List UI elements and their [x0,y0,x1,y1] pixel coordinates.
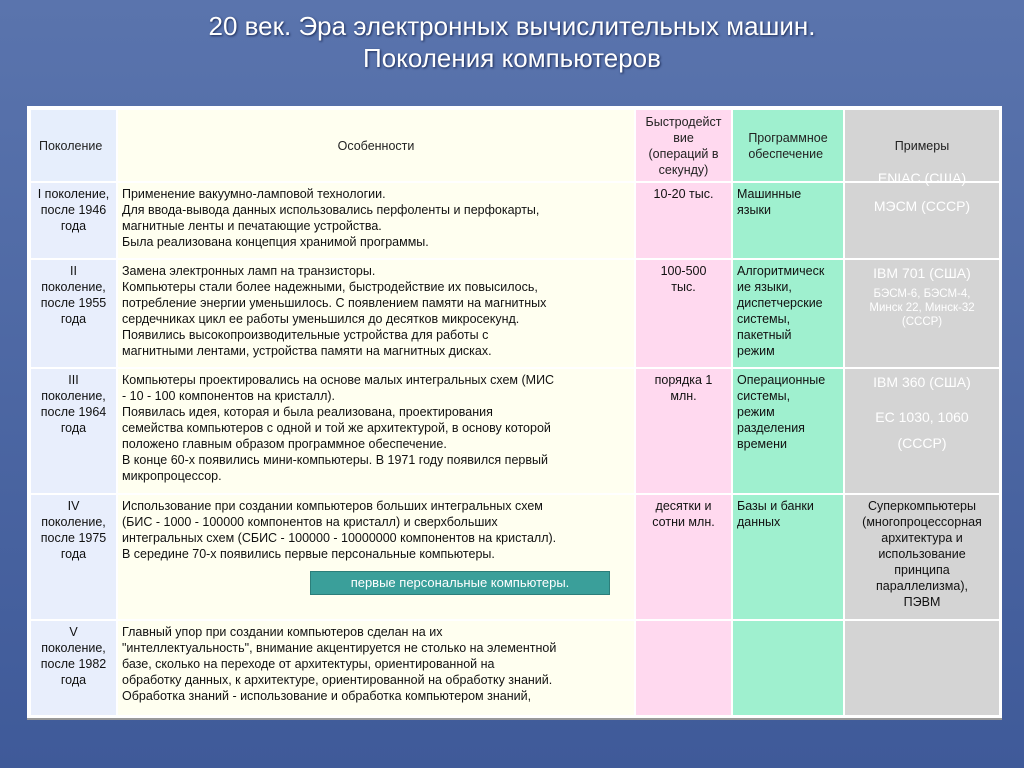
row5-features: Главный упор при создании компьютеров сделан на их "интеллектуальность", внимание акцентируется не столько на элементной базе, сколько на переходе от архитектуры, ориентированной на обработку данных, к архитектуре, ориентированной на обработку знаний. Обработка знаний - использование и обработка компьютером знаний, [118,621,634,715]
row2-example-2: БЭСМ-6, БЭСМ-4, Минск 22, Минск-32 (СССР) [869,288,975,328]
row3-software: Операционные системы, режим разделения времени [733,369,843,493]
row2-example-1: IBM 701 (США) [873,265,971,281]
row3-example-1: IBM 360 (США) [873,374,971,390]
row3-speed: порядка 1 млн. [636,369,731,493]
slide-title-line-2: Поколения компьютеров [363,43,661,73]
row4-features: Использование при создании компьютеров больших интегральных схем (БИС - 1000 - 100000 компонентов на кристалл) и сверхбольших интегральных схем (СБИС - 100000 - 10000000 компонентов на кристалл). В середине 70-х появились первые персональные компьютеры. [118,495,634,619]
row5-software [733,621,843,715]
row1-example-1: ENIAC (США) [877,170,967,186]
header-software: Программное обеспечение [733,110,843,181]
row5-examples [845,621,999,715]
row1-software: Машинные языки [733,183,843,258]
row3-generation: III поколение, после 1964 года [31,369,116,493]
row5-generation: V поколение, после 1982 года [31,621,116,715]
row1-features: Применение вакуумно-ламповой технологии. Для ввода-вывода данных использовались перфоленты и перфокарты, магнитные ленты и печатающие устройства. Была реализована концепция хранимой программы. [118,183,634,258]
header-examples: Примеры [845,110,999,181]
row1-example-2: МЭСМ (СССР) [873,198,971,214]
header-features: Особенности [118,110,634,181]
slide-title [0,10,1024,74]
header-generation: Поколение [31,110,116,181]
generations-table [27,106,1002,720]
row2-generation: II поколение, после 1955 года [31,260,116,367]
row3-features: Компьютеры проектировались на основе малых интегральных схем (МИС - 10 - 100 компонентов на кристалл). Появилась идея, которая и была реализована, проектирования семейства компьютеров с одной и той же архитектурой, в основу которой положено главным образом программное обеспечение. В конце 60-х появились мини-компьютеры. В 1971 году появился первый микропроцессор. [118,369,634,493]
row1-generation: I поколение, после 1946 года [31,183,116,258]
row4-software: Базы и банки данных [733,495,843,619]
callout-label: первые персональные компьютеры. [310,571,610,595]
row2-features: Замена электронных ламп на транзисторы. Компьютеры стали более надежными, быстродействие их повысилось, потребление энергии уменьшилось. С появлением памяти на магнитных сердечниках цикл ее работы уменьшился до десятков микросекунд. Появились высокопроизводительные устройства для работы с магнитными лентами, устройства памяти на магнитных дисках. [118,260,634,367]
row3-examples [845,369,999,493]
row5-speed [636,621,731,715]
row4-generation: IV поколение, после 1975 года [31,495,116,619]
row2-speed: 100-500 тыс. [636,260,731,367]
slide-title-line-1: 20 век. Эра электронных вычислительных машин. [208,11,816,41]
row1-speed: 10-20 тыс. [636,183,731,258]
row4-speed: десятки и сотни млн. [636,495,731,619]
row2-software: Алгоритмическ ие языки, диспетчерские системы, пакетный режим [733,260,843,367]
row2-examples [845,260,999,367]
row4-examples: Суперкомпьютеры (многопроцессорная архитектура и использование принципа параллелизма), ПЭВМ [845,495,999,619]
row3-example-2: ЕС 1030, 1060 (СССР) [875,409,969,451]
row1-examples [845,170,999,258]
slide-corner-mark [1000,716,1002,718]
header-speed: Быстродейст вие (операций в секунду) [636,110,731,181]
